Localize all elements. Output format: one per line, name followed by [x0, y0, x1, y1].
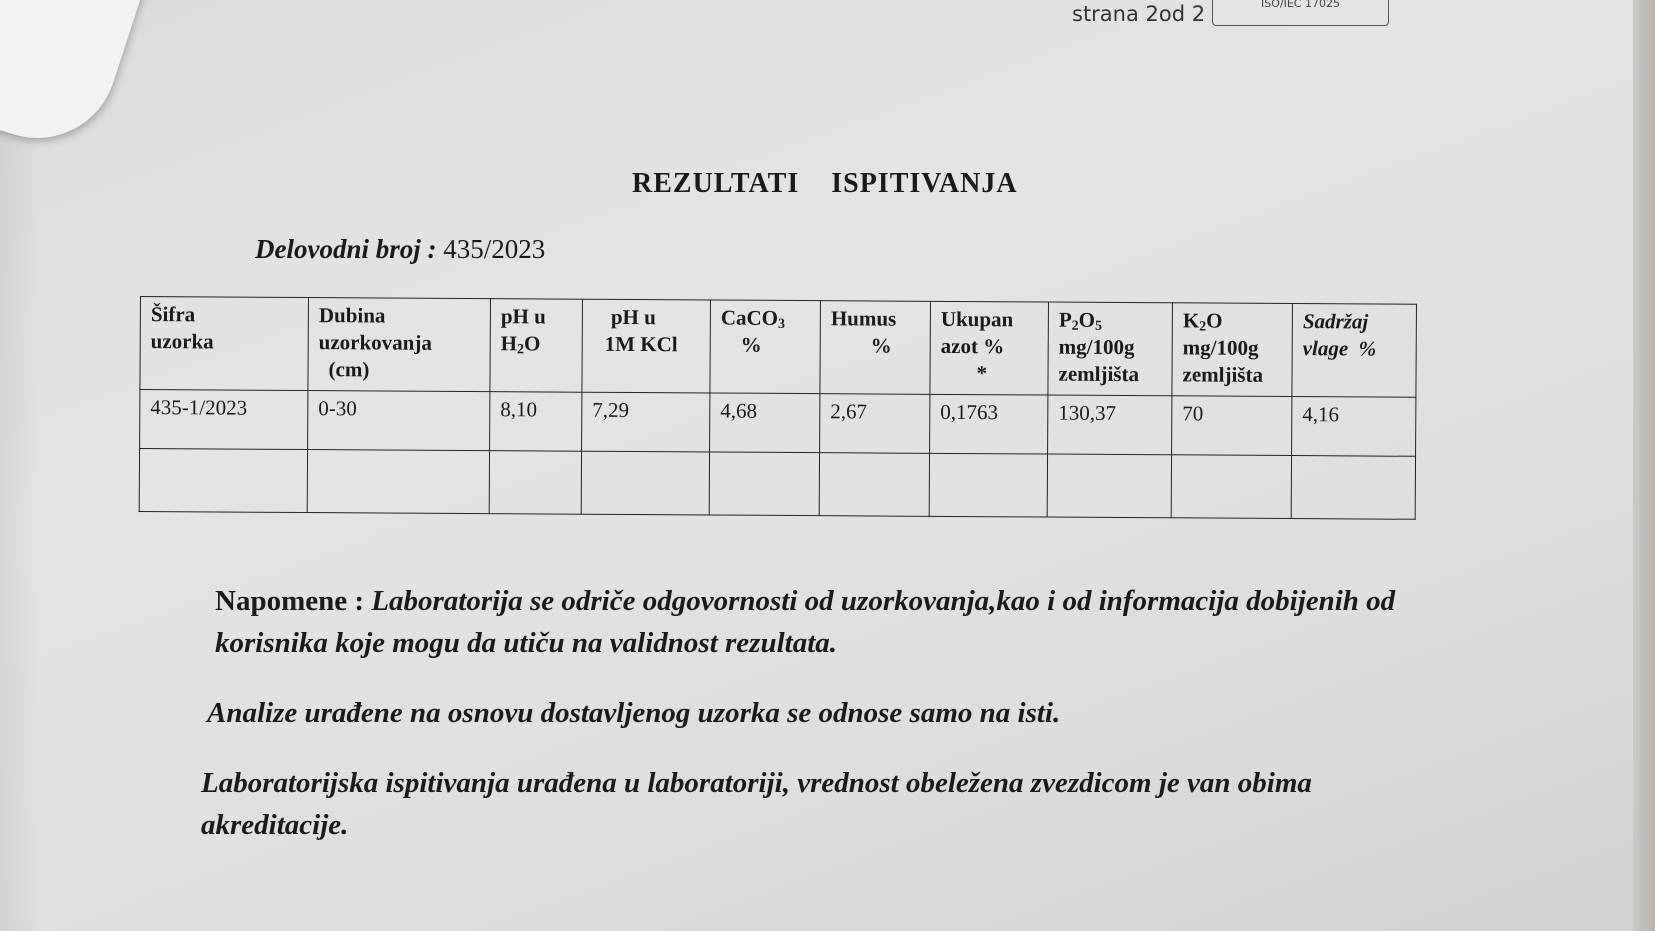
folded-page-corner	[0, 0, 144, 159]
iso-accreditation-badge: ISO/IEC 17025	[1212, 0, 1389, 26]
empty-cell	[581, 451, 709, 515]
note-accreditation: Laboratorijska ispitivanja urađena u laboratoriji, vrednost obeležena zvezdicom je van obima akreditacije.	[201, 767, 1312, 841]
note-disclaimer: Napomene : Laboratorija se odriče odgovornosti od uzorkovanja,kao i od informacija dobijenih od korisnika koje mogu da utiču na validnost rezultata.	[215, 585, 1396, 659]
header-ph-h2o: pH u $H_2O$	[490, 299, 583, 393]
reference-label: Delovodni broj :	[255, 234, 437, 264]
cell-azot: 0,1763	[930, 394, 1048, 454]
empty-cell	[709, 452, 819, 516]
cell-humus: 2,67	[820, 394, 930, 454]
header-sifra: Šifra uzorka	[140, 297, 309, 391]
header-ph-kcl: pH u 1M KCl	[582, 299, 711, 393]
empty-cell	[489, 451, 581, 515]
cell-vlaga: 4,16	[1292, 397, 1416, 457]
empty-cell	[819, 453, 929, 517]
cell-caco3: 4,68	[710, 393, 820, 453]
title-word-2: ISPITIVANJA	[831, 168, 1018, 199]
page-shadow	[0, 0, 40, 931]
header-k2o: $K_2O$ mg/100g zemljišta	[1172, 303, 1293, 397]
notes-section	[201, 580, 1415, 846]
header-azot: Ukupan azot % *	[930, 301, 1049, 395]
cell-dubina: 0-30	[308, 391, 490, 451]
cell-k2o: 70	[1172, 396, 1292, 456]
table-row	[140, 390, 1416, 457]
empty-cell	[307, 450, 489, 514]
empty-cell	[1171, 455, 1291, 519]
empty-cell	[1291, 456, 1415, 520]
cell-p2o5: 130,37	[1048, 395, 1172, 455]
empty-cell	[929, 453, 1047, 517]
cell-ph-kcl: 7,29	[582, 392, 710, 452]
header-caco3: CaCO$_3$ %	[710, 300, 821, 394]
header-humus: Humus %	[820, 301, 931, 395]
reference-value: 435/2023	[443, 234, 546, 264]
results-table	[139, 296, 1417, 520]
empty-cell	[1047, 454, 1171, 518]
note-sample-scope: Analize urađene na osnovu dostavljenog uzorka se odnose samo na isti.	[207, 697, 1061, 729]
cell-ph-h2o: 8,10	[490, 392, 582, 452]
table-row-empty	[139, 449, 1415, 520]
reference-number	[255, 234, 545, 265]
table-header-row	[140, 297, 1417, 398]
document-title	[632, 168, 1018, 200]
cell-sifra: 435-1/2023	[140, 390, 308, 450]
header-p2o5: $P_2O_5$ mg/100g zemljišta	[1048, 302, 1173, 396]
page-number: strana 2od 2	[1072, 2, 1206, 26]
header-dubina: Dubina uzorkovanja (cm)	[308, 298, 491, 392]
page-edge	[1633, 0, 1655, 931]
title-word-1: REZULTATI	[632, 168, 800, 199]
results-table-wrap	[139, 296, 1417, 520]
empty-cell	[139, 449, 307, 513]
header-vlaga: Sadržaj vlage %	[1292, 304, 1417, 398]
